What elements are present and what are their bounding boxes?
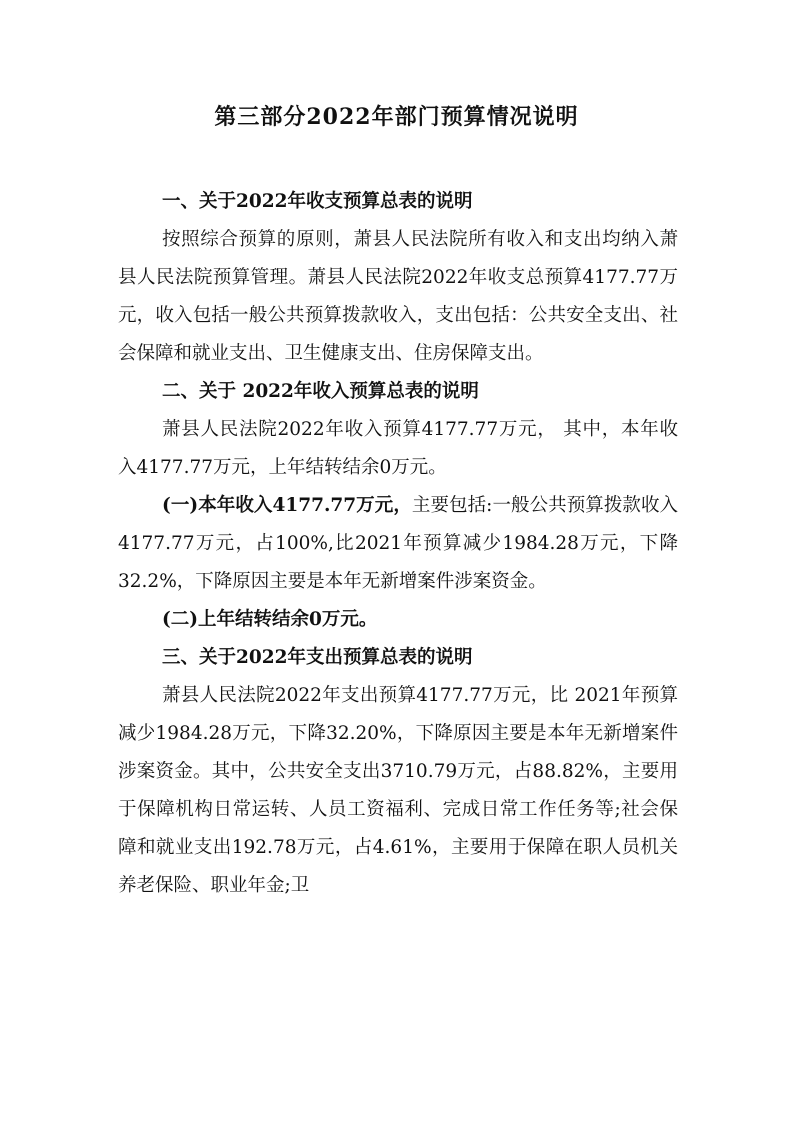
- page-title: 第三部分2022年部门预算情况说明: [214, 104, 579, 130]
- section-2-paragraph: 萧县人民法院2022年收入预算4177.77万元， 其中，本年收入4177.77万元，上年结转结余0万元。: [118, 419, 678, 478]
- section-2-sub1-lead: (一)本年收入4177.77万元，: [162, 495, 412, 516]
- section-1-heading: 一、关于2022年收支预算总表的说明: [162, 191, 473, 212]
- section-2-sub2: (二)上年结转结余0万元。: [162, 609, 378, 630]
- section-3-paragraph: 萧县人民法院2022年支出预算4177.77万元，比 2021年预算减少1984.28万元，下降32.20%，下降原因主要是本年无新增案件涉案资金。其中，公共安全支出3710.79万元，占88.82%，主要用于保障机构日常运转、人员工资福利、完成日常工作任务等;社会保障和就业支出192.78万元，占4.61%，主要用于保障在职人员机关养老保险、职业年金;卫: [118, 685, 678, 896]
- section-2-sub1-text: 主要包括:一般公共预算拨款收入4177.77万元，占100%,比2021年预算减少1984.28万元，下降32.2%，下降原因主要是本年无新增案件涉案资金。: [118, 495, 679, 592]
- section-2-heading: 二、关于 2022年收入预算总表的说明: [162, 381, 479, 402]
- section-3-heading: 三、关于2022年支出预算总表的说明: [162, 647, 473, 668]
- section-1-paragraph: 按照综合预算的原则，萧县人民法院所有收入和支出均纳入萧县人民法院预算管理。萧县人民法院2022年收支总预算4177.77万元，收入包括一般公共预算拨款收入，支出包括：公共安全支出、社会保障和就业支出、卫生健康支出、住房保障支出。: [118, 229, 678, 364]
- document-body: [118, 183, 678, 905]
- section-2-sub1: [118, 487, 678, 601]
